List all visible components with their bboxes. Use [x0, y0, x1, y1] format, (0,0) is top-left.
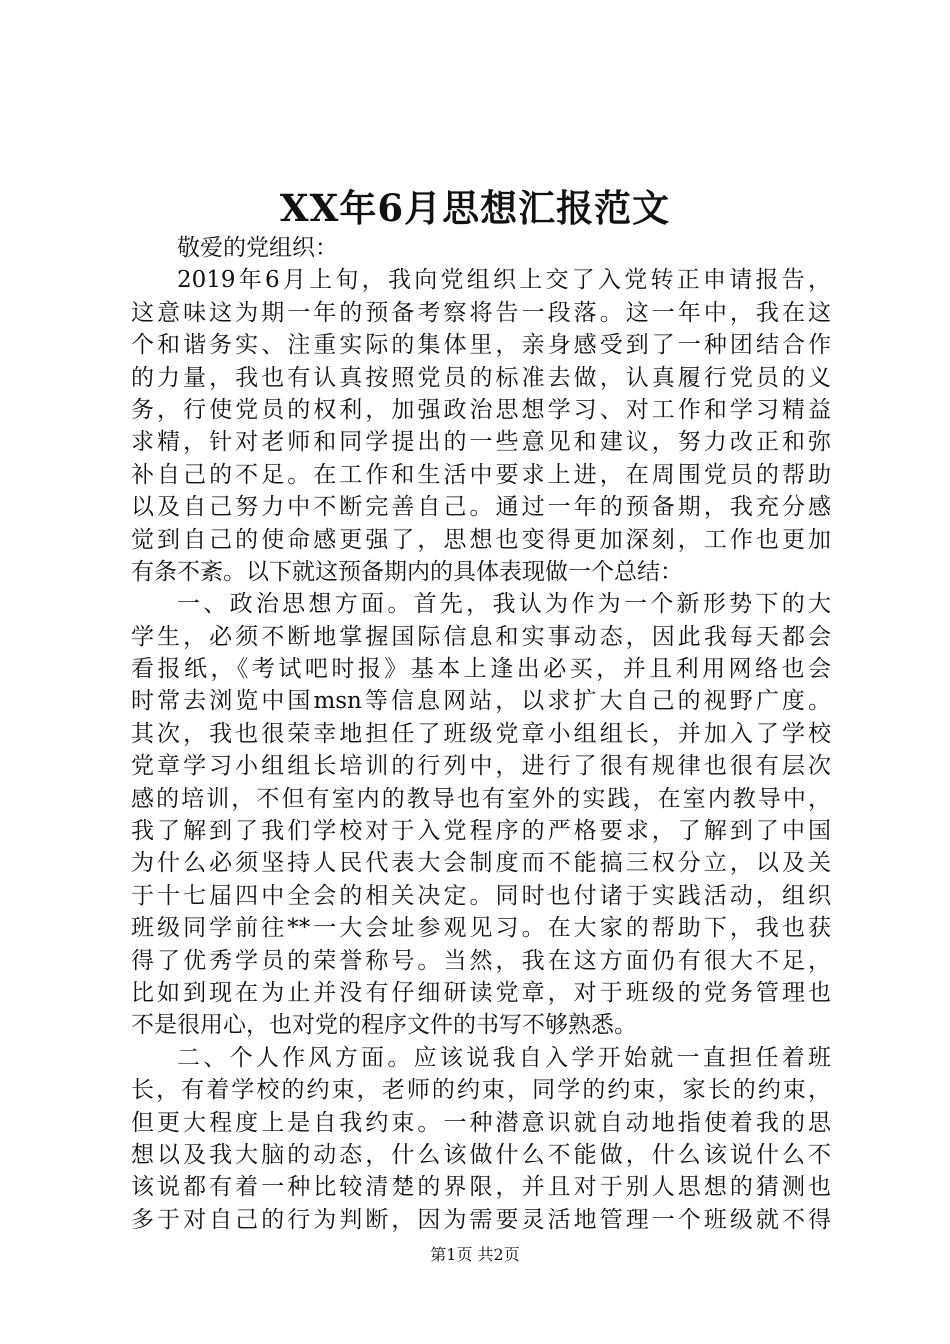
- paragraph-line: 一、政治思想方面。首先，我认为作为一个新形势下的大: [177, 591, 831, 618]
- paragraph-line: 补自己的不足。在工作和生活中要求上进，在周围党员的帮助: [131, 461, 831, 488]
- paragraph-line: 党章学习小组组长培训的行列中，进行了很有规律也很有层次: [131, 753, 831, 780]
- paragraph-line: 长，有着学校的约束，老师的约束，同学的约束，家长的约束，: [131, 1077, 831, 1104]
- paragraph-line: 求精，针对老师和同学提出的一些意见和建议，努力改正和弥: [131, 429, 831, 456]
- paragraph-line: 的力量，我也有认真按照党员的标准去做，认真履行党员的义: [131, 364, 831, 391]
- paragraph-line: 有条不紊。以下就这预备期内的具体表现做一个总结：: [131, 558, 683, 585]
- paragraph-line: 觉到自己的使命感更强了，思想也变得更加深刻，工作也更加: [131, 526, 831, 553]
- paragraph-line: 得了优秀学员的荣誉称号。当然，我在这方面仍有很大不足，: [131, 947, 831, 974]
- document-title: XX年6月思想汇报范文: [279, 186, 671, 230]
- paragraph-line: 2019年6月上旬，我向党组织上交了入党转正申请报告，: [177, 267, 831, 294]
- paragraph-line: 这意味这为期一年的预备考察将告一段落。这一年中，我在这: [131, 299, 831, 326]
- page-number-footer: 第1页 共2页: [430, 1245, 520, 1264]
- paragraph-line: 二、个人作风方面。应该说我自入学开始就一直担任着班: [177, 1044, 831, 1071]
- paragraph-line: 于十七届四中全会的相关决定。同时也付诸于实践活动，组织: [131, 882, 831, 909]
- document-body: [131, 232, 831, 1236]
- paragraph-line: 我了解到了我们学校对于入党程序的严格要求，了解到了中国: [131, 818, 831, 845]
- paragraph-line: 为什么必须坚持人民代表大会制度而不能搞三权分立，以及关: [131, 850, 831, 877]
- paragraph-line: 多于对自己的行为判断，因为需要灵活地管理一个班级就不得: [131, 1206, 831, 1233]
- paragraph-line: 感的培训，不但有室内的教导也有室外的实践，在室内教导中，: [131, 785, 831, 812]
- salutation: 敬爱的党组织：: [177, 235, 338, 261]
- paragraph-line: 不是很用心，也对党的程序文件的书写不够熟悉。: [131, 1012, 637, 1039]
- paragraph-line: 班级同学前往**一大会址参观见习。在大家的帮助下，我也获: [131, 915, 831, 942]
- paragraph-line: 比如到现在为止并没有仔细研读党章，对于班级的党务管理也: [131, 979, 831, 1006]
- paragraph-line: 学生，必须不断地掌握国际信息和实事动态，因此我每天都会: [131, 623, 831, 650]
- paragraph-line: 想以及我大脑的动态，什么该做什么不能做，什么该说什么不: [131, 1141, 831, 1168]
- paragraph-line: 该说都有着一种比较清楚的界限，并且对于别人思想的猜测也: [131, 1174, 831, 1201]
- paragraph-line: 时常去浏览中国msn等信息网站，以求扩大自己的视野广度。: [131, 688, 831, 715]
- paragraph-line: 以及自己努力中不断完善自己。通过一年的预备期，我充分感: [131, 494, 831, 521]
- paragraph-line: 个和谐务实、注重实际的集体里，亲身感受到了一种团结合作: [131, 332, 831, 359]
- paragraph-line: 但更大程度上是自我约束。一种潜意识就自动地指使着我的思: [131, 1109, 831, 1136]
- paragraph-line: 其次，我也很荣幸地担任了班级党章小组组长，并加入了学校: [131, 720, 831, 747]
- paragraph-line: 务，行使党员的权利，加强政治思想学习、对工作和学习精益: [131, 396, 831, 423]
- paragraph-line: 看报纸，《考试吧时报》基本上逢出必买，并且利用网络也会: [131, 656, 831, 683]
